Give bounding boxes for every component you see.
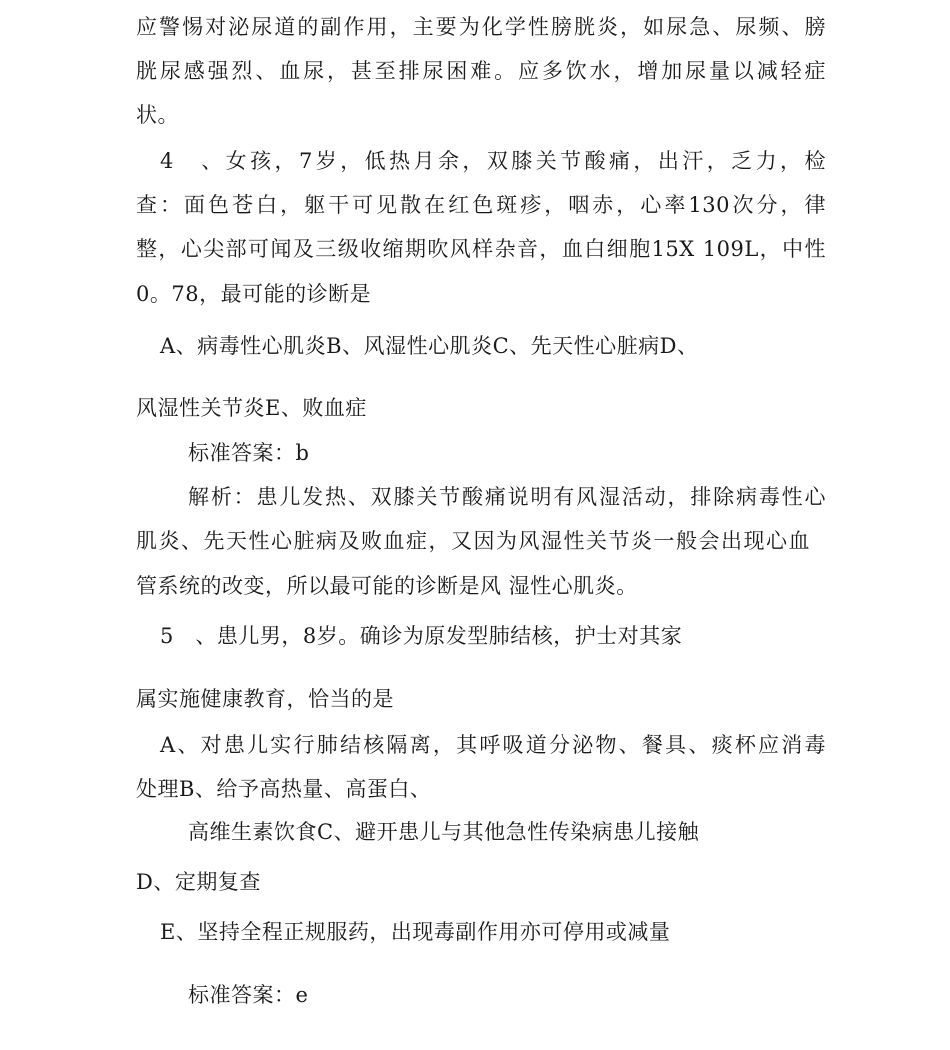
options-line: A、病毒性心肌炎B、风湿性心肌炎C、先天性心脏病D、 [160,334,699,358]
options-line: A、对患儿实行肺结核隔离，其呼吸道分泌物、餐具、痰杯应消毒 [160,733,826,757]
analysis-line: 解析：患儿发热、双膝关节酸痛说明有风湿活动，排除病毒性心 [188,485,826,509]
text-line: 状。 [136,103,179,127]
text-line: 胱尿感强烈、血尿，甚至排尿困难。应多饮水，增加尿量以减轻症 [136,59,826,83]
text-line: 属实施健康教育，恰当的是 [136,687,394,711]
question-5-line: 5 、患儿男，8岁。确诊为原发型肺结核，护士对其家 [160,624,683,648]
text-line: 整，心尖部可闻及三级收缩期吹风样杂音，血白细胞15X 109L，中性 [136,237,826,261]
standard-answer: 标准答案：b [188,441,310,465]
text-line: 应警惕对泌尿道的副作用，主要为化学性膀胱炎，如尿急、尿频、膀 [136,15,826,39]
options-line: 高维生素饮食C、避开患儿与其他急性传染病患儿接触 [188,820,700,844]
text-line: 查：面色苍白，躯干可见散在红色斑疹，咽赤，心率130次分，律 [136,193,826,217]
question-4-line: 4 、女孩，7岁，低热月余，双膝关节酸痛，出汗，乏力，检 [160,149,826,173]
options-line: 处理B、给予高热量、高蛋白、 [136,777,432,801]
options-line: E、坚持全程正规服药，出现毒副作用亦可停用或减量 [160,920,671,944]
text-line: 0。78，最可能的诊断是 [136,282,372,306]
analysis-line: 管系统的改变，所以最可能的诊断是风 湿性心肌炎。 [136,574,638,598]
analysis-line: 肌炎、先天性心脏病及败血症，又因为风湿性关节炎一般会出现心血 [136,529,810,553]
options-line: D、定期复查 [136,870,261,894]
options-line: 风湿性关节炎E、败血症 [136,396,367,420]
standard-answer: 标准答案：e [188,983,309,1007]
